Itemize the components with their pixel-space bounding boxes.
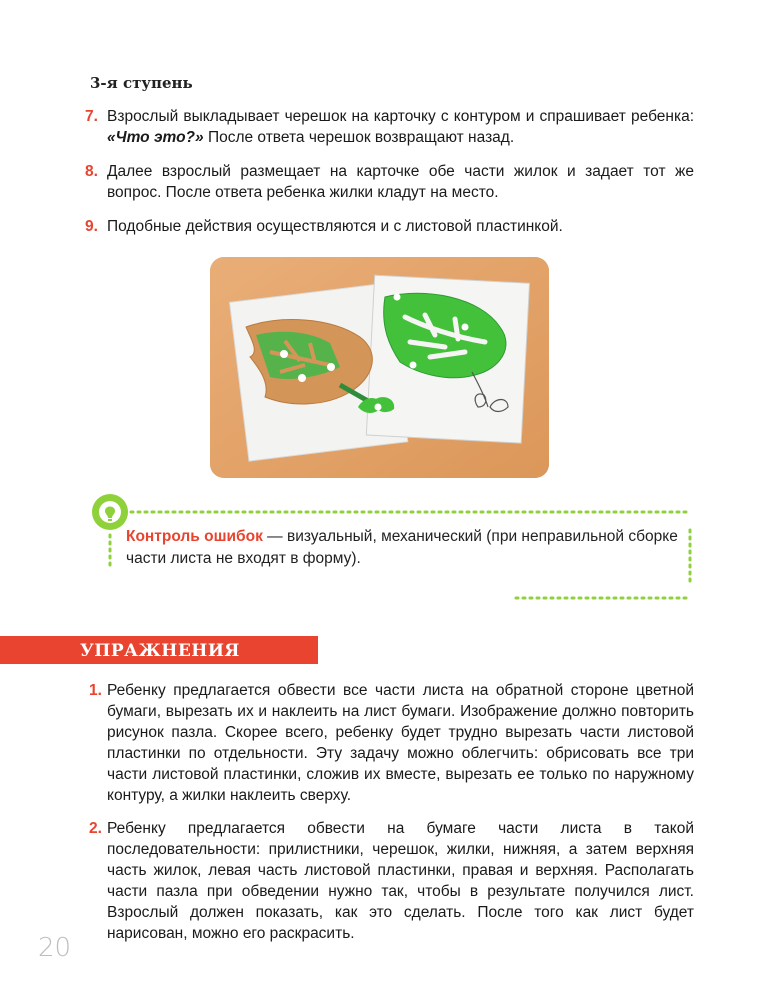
control-text: — визуальный, механический (при неправильной сборке части листа не входят в форму). — [126, 528, 678, 567]
list-item — [85, 106, 694, 148]
step-number: 8. — [85, 163, 98, 180]
list-item — [85, 216, 694, 237]
step-question: «Что это?» — [107, 129, 204, 146]
exercise-text: Ребенку предлагается обвести на бумаге части листа в такой последовательности: прилистники, черешок, жилки, нижняя, а затем верхняя часть жилок, левая часть листовой пластинки, правая и верхняя. Располагать части пазла при обведении нужно так, чтобы в результате получился лист. Взрослый должен показать, как это сделать. После того как лист будет нарисован, можно его раскрасить. — [107, 820, 694, 942]
exercise-number: 2. — [89, 820, 102, 837]
step-text-tail: После ответа черешок возвращают назад. — [203, 129, 515, 146]
list-item — [90, 818, 694, 944]
list-item — [85, 161, 694, 203]
step-number: 7. — [85, 108, 98, 125]
step-text: Подобные действия осуществляются и с листовой пластинкой. — [107, 218, 563, 235]
list-item — [90, 680, 694, 806]
control-label: Контроль ошибок — [126, 528, 263, 545]
leaf-puzzle-illustration — [210, 257, 549, 478]
lightbulb-icon — [92, 494, 128, 530]
exercise-text: Ребенку предлагается обвести все части листа на обратной стороне цветной бумаги, вырезать их и наклеить на лист бумаги. Изображение должно повторить рисунок пазла. Скорее всего, ребенку будет трудно вырезать части листовой пластинки по отдельности. Эту задачу можно облегчить: обрисовать все три части листовой пластинки, сложив их вместе, вырезать ее только по наружному контуру, а жилки наклеить сверху. — [107, 682, 694, 804]
page-number: 20 — [38, 933, 72, 963]
step-number: 9. — [85, 218, 98, 235]
exercise-number: 1. — [89, 682, 102, 699]
section-title: УПРАЖНЕНИЯ — [80, 641, 240, 661]
control-note — [126, 526, 692, 570]
exercises-list — [90, 680, 694, 956]
steps-list — [85, 106, 694, 250]
step-text: Взрослый выкладывает черешок на карточку с контуром и спрашивает ребенка: — [107, 108, 694, 125]
puzzle-photo — [210, 257, 549, 478]
stage-heading: 3-я ступень — [90, 74, 193, 92]
step-text: Далее взрослый размещает на карточке обе части жилок и задает тот же вопрос. После ответа ребенка жилки кладут на место. — [107, 163, 694, 201]
